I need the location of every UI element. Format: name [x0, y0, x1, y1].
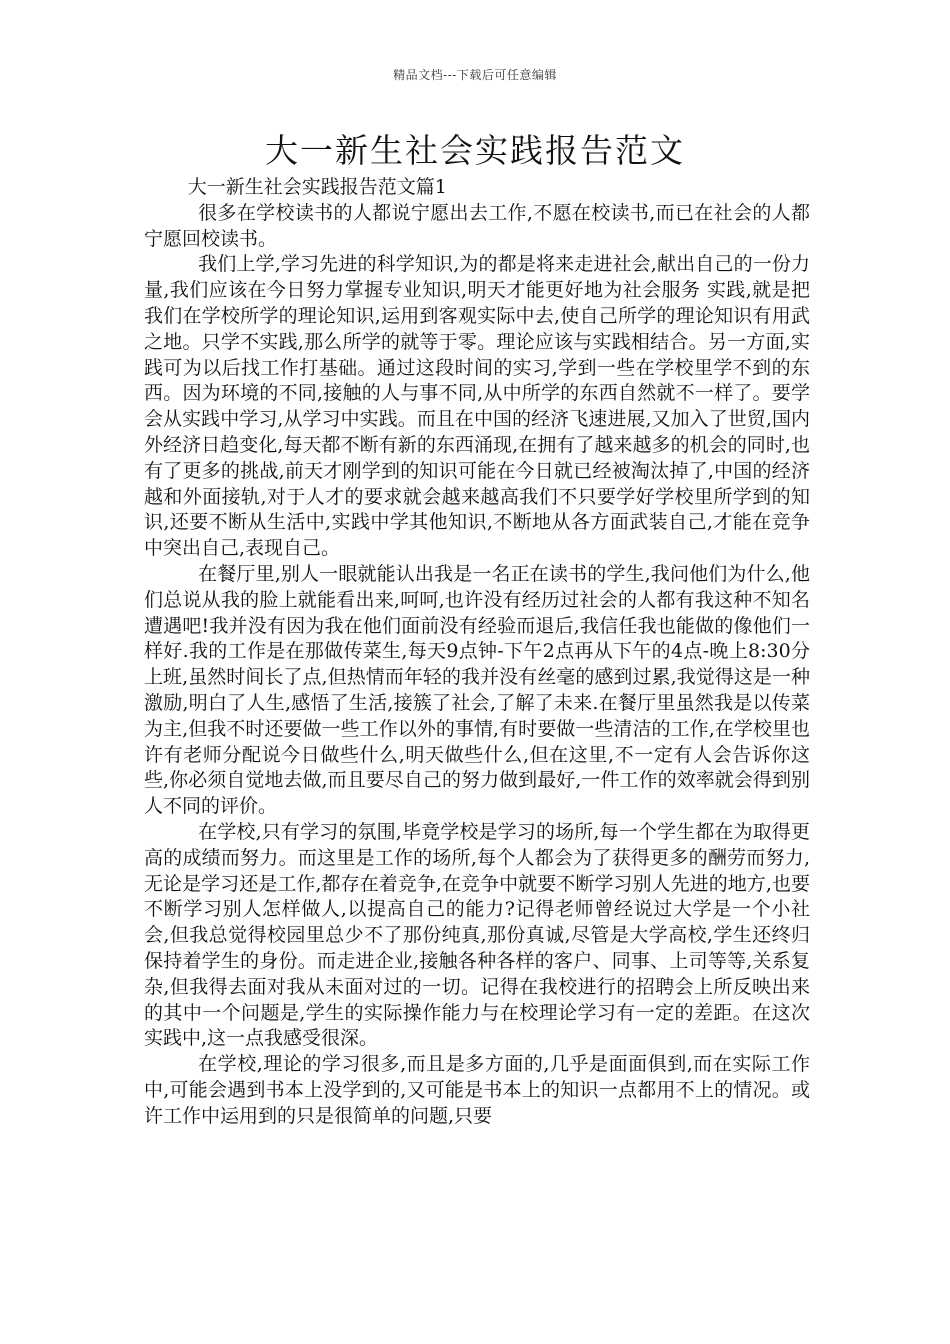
paragraph-3: 在餐厅里,别人一眼就能认出我是一名正在读书的学生,我问他们为什么,他们总说从我的脸上就能看出来,呵呵,也许没有经历过社会的人都有我这种不知名遭遇吧!我并没有因为我在他们面前没有经验而退后,我信任我也能做的像他们一样好.我的工作是在那做传菜生,每天9点钟-下午2点再从下午的4点-晚上8:30分上班,虽然时间长了点,但热情而年轻的我并没有丝毫的感到过累,我觉得这是一种激励,明白了人生,感悟了生活,接簇了社会,了解了未来.在餐厅里虽然我是以传菜为主,但我不时还要做一些工作以外的事情,有时要做一些清洁的工作,在学校里也许有老师分配说今日做些什么,明天做些什么,但在这里,不一定有人会告诉你这些,你必须自觉地去做,而且要尽自己的努力做到最好,一件工作的效率就会得到别人不同的评价。 [144, 562, 810, 818]
document-body [144, 175, 810, 1129]
section-subtitle: 大一新生社会实践报告范文篇1 [187, 176, 447, 198]
paragraph-2: 我们上学,学习先进的科学知识,为的都是将来走进社会,献出自己的一份力量,我们应该在今日努力掌握专业知识,明天才能更好地为社会服务 实践,就是把我们在学校所学的理论知识,运用到客观实际中去,使自己所学的理论知识有用武之地。只学不实践,那么所学的就等于零。理论应该与实践相结合。另一方面,实践可为以后找工作打基础。通过这段时间的实习,学到一些在学校里学不到的东西。因为环境的不同,接触的人与事不同,从中所学的东西自然就不一样了。要学会从实践中学习,从学习中实践。而且在中国的经济飞速进展,又加入了世贸,国内外经济日趋变化,每天都不断有新的东西涌现,在拥有了越来越多的机会的同时,也有了更多的挑战,前天才刚学到的知识可能在今日就已经被淘汰掉了,中国的经济越和外面接轨,对于人才的要求就会越来越高我们不只要学好学校里所学到的知识,还要不断从生活中,实践中学其他知识,不断地从各方面武装自己,才能在竞争中突出自己,表现自己。 [144, 253, 810, 560]
paragraph-1: 很多在学校读书的人都说宁愿出去工作,不愿在校读书,而已在社会的人都宁愿回校读书。 [144, 201, 810, 250]
paragraph-4: 在学校,只有学习的氛围,毕竟学校是学习的场所,每一个学生都在为取得更高的成绩而努力。而这里是工作的场所,每个人都会为了获得更多的酬劳而努力,无论是学习还是工作,都存在着竞争,在竞争中就要不断学习别人先进的地方,也要不断学习别人怎样做人,以提高自己的能力?记得老师曾经说过大学是一个小社会,但我总觉得校园里总少不了那份纯真,那份真诚,尽管是大学高校,学生还终归保持着学生的身份。而走进企业,接触各种各样的客户、同事、上司等等,关系复杂,但我得去面对我从未面对过的一切。记得在我校进行的招聘会上所反映出来的其中一个问题是,学生的实际操作能力与在校理论学习有一定的差距。在这次实践中,这一点我感受很深。 [144, 820, 810, 1050]
document-title: 大一新生社会实践报告范文 [265, 131, 685, 170]
paragraph-5: 在学校,理论的学习很多,而且是多方面的,几乎是面面俱到,而在实际工作中,可能会遇到书本上没学到的,又可能是书本上的知识一点都用不上的情况。或许工作中运用到的只是很简单的问题,只要 [144, 1053, 810, 1127]
header-note: 精品文档---下载后可任意编辑 [393, 68, 557, 82]
